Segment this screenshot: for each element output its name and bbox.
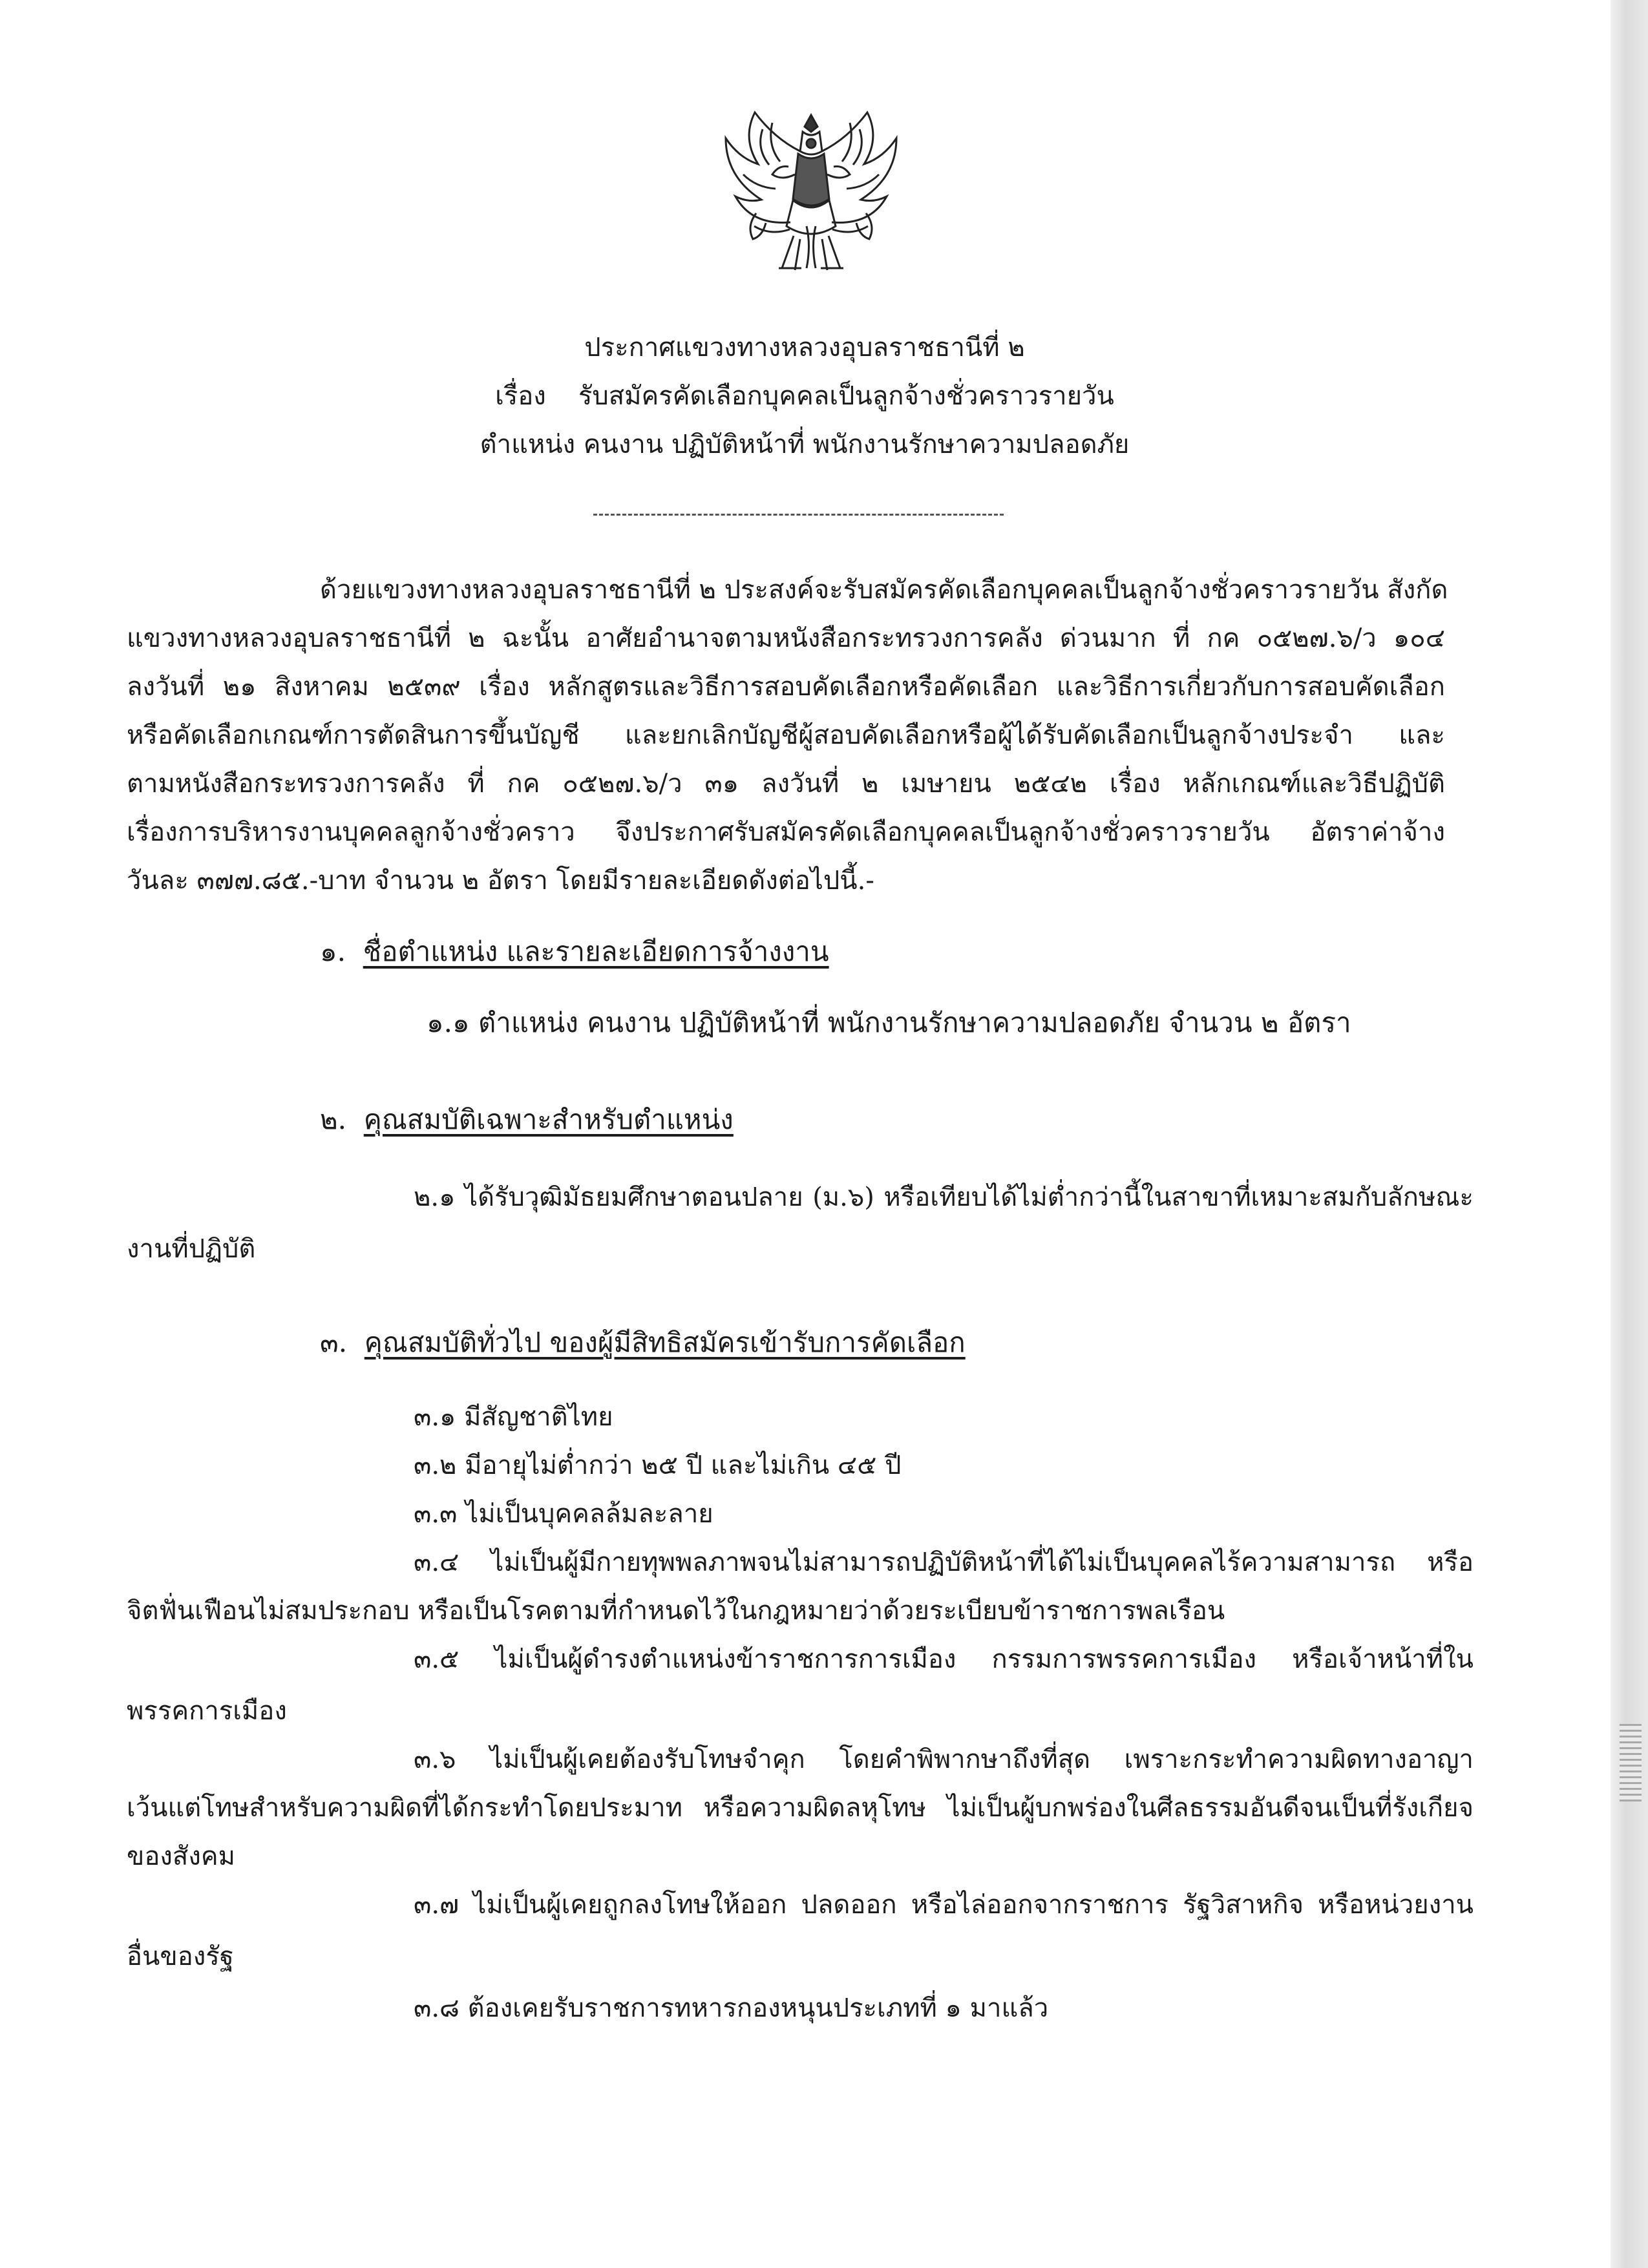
scan-edge-mark bbox=[1620, 1724, 1642, 1801]
list-item-cont: เว้นแต่โทษสำหรับความผิดที่ได้กระทำโดยประมาท หรือความผิดลหุโทษ ไม่เป็นผู้บกพร่องในศีลธรรมอันดีจนเป็นที่รังเกียจ bbox=[127, 1793, 1474, 1823]
subject-line bbox=[0, 375, 1609, 416]
list-item: ๓.๕ ไม่เป็นผู้ดำรงตำแหน่งข้าราชการการเมือง กรรมการพรรคการเมือง หรือเจ้าหน้าที่ใน bbox=[414, 1644, 1474, 1674]
scan-edge bbox=[1611, 0, 1648, 2268]
list-item: ๓.๖ ไม่เป็นผู้เคยต้องรับโทษจำคุก โดยคำพิพากษาถึงที่สุด เพราะกระทำความผิดทางอาญา bbox=[414, 1745, 1474, 1774]
list-item-cont: ของสังคม bbox=[127, 1842, 235, 1871]
intro-line: หรือคัดเลือกเกณฑ์การตัดสินการขึ้นบัญชี และยกเลิกบัญชีผู้สอบคัดเลือกหรือผู้ได้รับคัดเลือกเป็นลูกจ้างประจำ และ bbox=[127, 720, 1445, 750]
section-1-item: ๑.๑ ตำแหน่ง คนงาน ปฏิบัติหน้าที่ พนักงานรักษาความปลอดภัย จำนวน ๒ อัตรา bbox=[427, 1007, 1351, 1038]
list-item: ๓.๔ ไม่เป็นผู้มีกายทุพพลภาพจนไม่สามารถปฏิบัติหน้าที่ได้ไม่เป็นบุคคลไร้ความสามารถ หรือ bbox=[414, 1548, 1474, 1577]
list-item-cont: พรรคการเมือง bbox=[127, 1696, 287, 1726]
list-item-cont: จิตฟั่นเฟือนไม่สมประกอบ หรือเป็นโรคตามที่กำหนดไว้ในกฎหมายว่าด้วยระเบียบข้าราชการพลเรือน bbox=[127, 1596, 1225, 1626]
intro-line: ตามหนังสือกระทรวงการคลัง ที่ กค ๐๕๒๗.๖/ว ๓๑ ลงวันที่ ๒ เมษายน ๒๕๔๒ เรื่อง หลักเกณฑ์และวิธีปฏิบัติ bbox=[127, 769, 1445, 799]
section-2-title: คุณสมบัติเฉพาะสำหรับตำแหน่ง bbox=[363, 1104, 734, 1135]
list-item: ๓.๘ ต้องเคยรับราชการทหารกองหนุนประเภทที่ ๑ มาแล้ว bbox=[414, 1993, 1049, 2023]
garuda-emblem-icon bbox=[717, 103, 905, 284]
subject-text: รับสมัครคัดเลือกบุคคลเป็นลูกจ้างชั่วคราวรายวัน bbox=[578, 381, 1114, 411]
list-item: ๓.๑ มีสัญชาติไทย bbox=[414, 1402, 613, 1432]
section-1-heading bbox=[320, 930, 829, 973]
section-2-item-cont: งานที่ปฏิบัติ bbox=[127, 1234, 256, 1264]
section-2-number: ๒. bbox=[320, 1104, 347, 1135]
list-item-cont: อื่นของรัฐ bbox=[127, 1942, 234, 1971]
separator-line bbox=[593, 514, 1004, 516]
section-1-title: ชื่อตำแหน่ง และรายละเอียดการจ้างงาน bbox=[363, 936, 829, 967]
announcement-title: ประกาศแขวงทางหลวงอุบลราชธานีที่ ๒ bbox=[584, 333, 1025, 362]
section-1-number: ๑. bbox=[320, 936, 346, 967]
section-2-heading bbox=[320, 1098, 734, 1141]
section-3-title: คุณสมบัติทั่วไป ของผู้มีสิทธิสมัครเข้ารับการคัดเลือก bbox=[364, 1327, 966, 1358]
list-item: ๓.๗ ไม่เป็นผู้เคยถูกลงโทษให้ออก ปลดออก หรือไล่ออกจากราชการ รัฐวิสาหกิจ หรือหน่วยงาน bbox=[414, 1890, 1474, 1920]
section-3-heading bbox=[320, 1321, 966, 1364]
intro-line: แขวงทางหลวงอุบลราชธานีที่ ๒ ฉะนั้น อาศัยอำนาจตามหนังสือกระทรวงการคลัง ด่วนมาก ที่ กค ๐๕๒๗.๖/ว ๑๐๔ bbox=[127, 624, 1445, 653]
section-2-item: ๒.๑ ได้รับวุฒิมัธยมศึกษาตอนปลาย (ม.๖) หรือเทียบได้ไม่ต่ำกว่านี้ในสาขาที่เหมาะสมกับลักษณะ bbox=[414, 1182, 1474, 1212]
position-line: ตำแหน่ง คนงาน ปฏิบัติหน้าที่ พนักงานรักษาความปลอดภัย bbox=[480, 430, 1130, 459]
list-item: ๓.๒ มีอายุไม่ต่ำกว่า ๒๕ ปี และไม่เกิน ๔๕ ปี bbox=[414, 1451, 902, 1480]
intro-line: ด้วยแขวงทางหลวงอุบลราชธานีที่ ๒ ประสงค์จะรับสมัครคัดเลือกบุคคลเป็นลูกจ้างชั่วคราวรายวัน สังกัด bbox=[320, 575, 1448, 605]
subject-label: เรื่อง bbox=[495, 381, 546, 411]
list-item: ๓.๓ ไม่เป็นบุคคลล้มละลาย bbox=[414, 1499, 713, 1529]
section-3-number: ๓. bbox=[320, 1327, 348, 1358]
intro-line: วันละ ๓๗๗.๘๕.-บาท จำนวน ๒ อัตรา โดยมีรายละเอียดดังต่อไปนี้.- bbox=[127, 866, 874, 896]
intro-line: ลงวันที่ ๒๑ สิงหาคม ๒๕๓๙ เรื่อง หลักสูตรและวิธีการสอบคัดเลือกหรือคัดเลือก และวิธีการเกี่ยวกับการสอบคัดเลือก bbox=[127, 672, 1445, 702]
intro-line: เรื่องการบริหารงานบุคคลลูกจ้างชั่วคราว จึงประกาศรับสมัครคัดเลือกบุคคลเป็นลูกจ้างชั่วคราวรายวัน อัตราค่าจ้าง bbox=[127, 817, 1445, 847]
